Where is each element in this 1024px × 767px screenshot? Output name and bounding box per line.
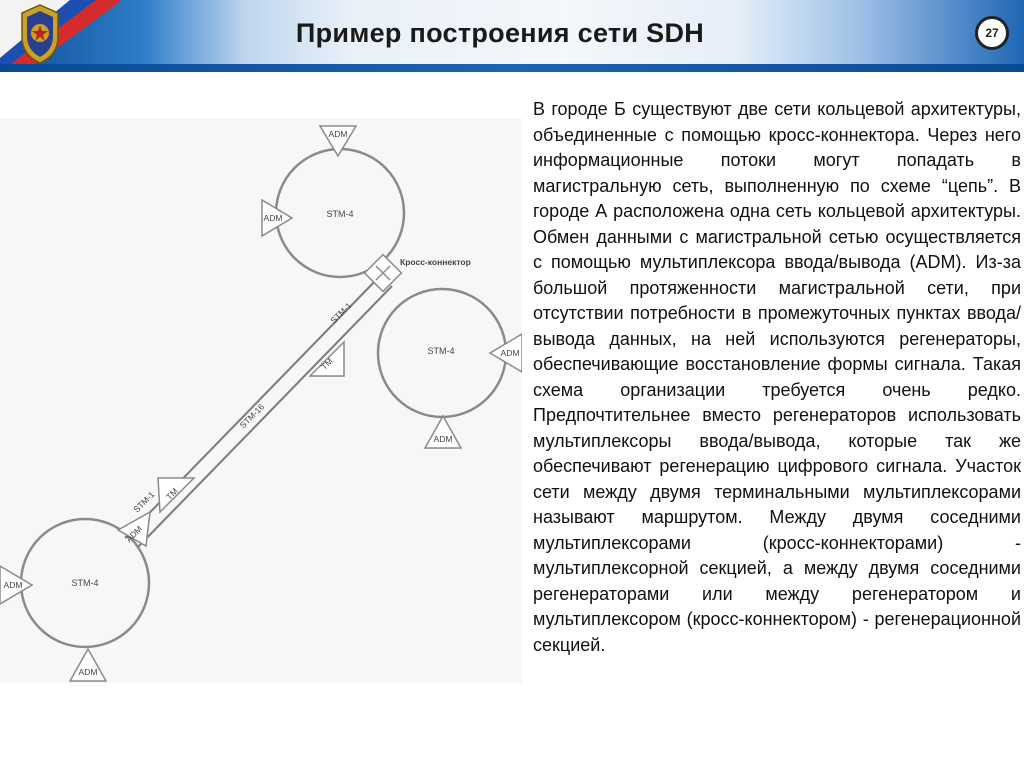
- adm-node-right-ring-bottom: [425, 416, 461, 448]
- ring-top-label: STM-4: [326, 209, 354, 219]
- emblem-logo: [18, 3, 62, 65]
- ring-right-label: STM-4: [427, 346, 455, 356]
- adm-label: ADM: [123, 523, 145, 545]
- adm-label: ADM: [78, 667, 98, 677]
- adm-label: ADM: [263, 213, 283, 223]
- adm-node-bottom-ring-bottom: [70, 649, 106, 681]
- tm-label: TM: [319, 356, 335, 372]
- link-label-stm16: STM-16: [237, 401, 267, 431]
- tm-label: TM: [164, 486, 180, 502]
- link-label-stm1-upper: STM-1: [328, 300, 354, 326]
- page-number-badge: 27: [975, 16, 1009, 50]
- adm-label: ADM: [433, 434, 453, 444]
- adm-label: ADM: [328, 129, 348, 139]
- sdh-network-diagram: [0, 118, 522, 683]
- adm-node-bottom-ring-left: [0, 566, 32, 604]
- page-title: Пример построения сети SDH: [295, 18, 705, 48]
- slide-header: [0, 0, 1024, 72]
- ring-bottom-label: STM-4: [71, 578, 99, 588]
- description-paragraph: В городе Б существуют две сети кольцевой архитектуры, объединенные с помощью кросс-коннектора. Через него информационные потоки могут попадать в магистральную сеть, выполненную по схеме “цепь”. В городе А расположена одна сеть кольцевой архитектуры. Обмен данными с магистральной сетью осуществляется с помощью мультиплексора ввода/вывода (ADM). Из-за большой протяженности магистральной сети, при отсутствии потребности в промежуточных пунктах ввода/вывода данных, на ней используются регенераторы, обеспечивающие восстановление формы сигнала. Такая схема организации требуется очень редко. Предпочтительнее вместо регенераторов использовать мультиплексоры ввода/вывода, которые так же обеспечивают регенерацию цифрового сигнала. Участок сети между двумя терминальными мультиплексорами называют маршрутом. Между двумя соседними мультиплексорами (кросс-коннекторами) - мультиплексорной секцией, а между двумя соседними регенераторами или между регенератором и мультиплексором (кросс-коннектором) - регенерационной секцией.: [533, 99, 1021, 655]
- adm-label: ADM: [3, 580, 23, 590]
- tm-node-upper: [310, 342, 344, 376]
- adm-node-right-ring-right: [490, 334, 522, 372]
- link-label-stm1-lower: STM-1: [131, 489, 157, 515]
- header-underline: [0, 64, 1024, 72]
- cross-connector-label: Кросс-коннектор: [400, 257, 471, 267]
- adm-label: ADM: [500, 348, 520, 358]
